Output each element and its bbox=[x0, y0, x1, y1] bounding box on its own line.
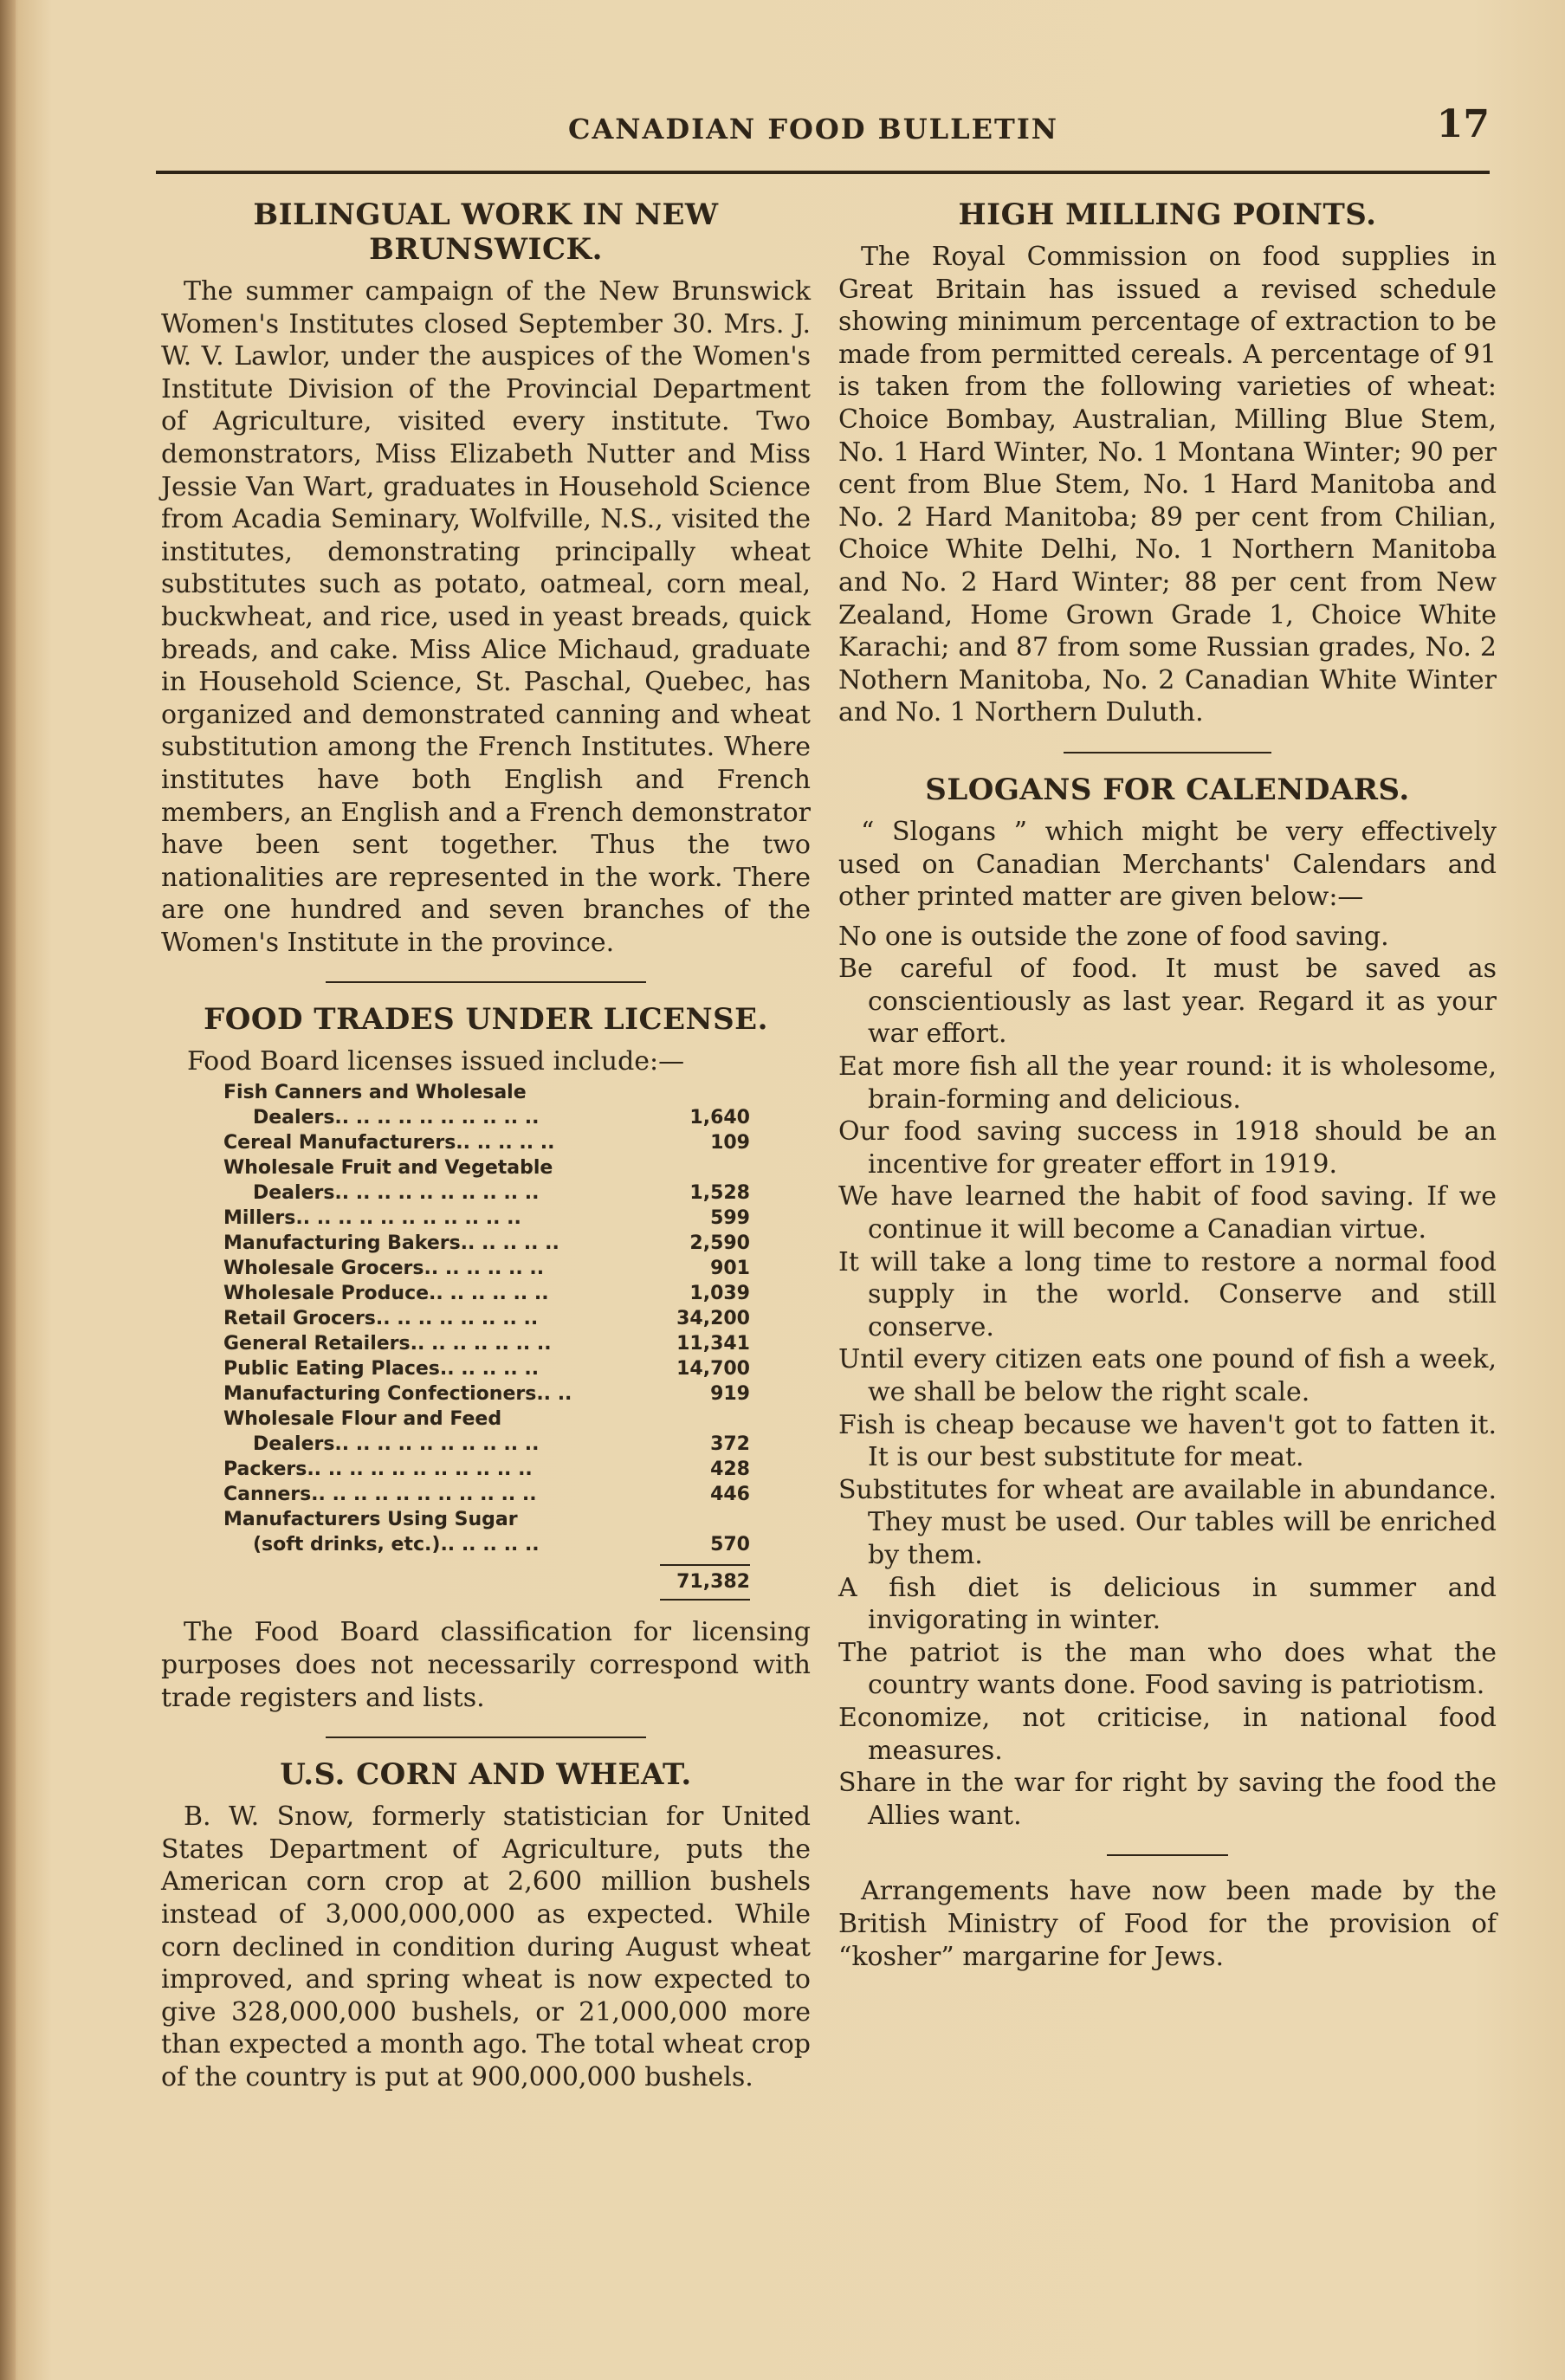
row-label: Retail Grocers.. .. .. .. .. .. .. .. bbox=[223, 1308, 539, 1330]
row-value: 109 bbox=[710, 1132, 750, 1154]
row-value: 1,528 bbox=[689, 1182, 750, 1205]
table-row bbox=[223, 1432, 750, 1457]
table-row bbox=[223, 1180, 750, 1206]
article-body: B. W. Snow, formerly statistician for United States Department of Agriculture, puts the American corn crop at 2,600 million bushels instead of 3,000,000,000 as expected. While corn declined in condition during August wheat improved, and spring wheat is now expected to give 328,000,000 bushels, or 21,000,000 more than expected a month ago. The total wheat crop of the country is put at 900,000,000 bushels. bbox=[161, 1801, 811, 2092]
article-kosher-margarine bbox=[838, 1875, 1497, 1973]
table-row-heading: Manufacturers Using Sugar bbox=[223, 1509, 518, 1531]
list-item: We have learned the habit of food saving. If we continue it will become a Canadian virtue. bbox=[838, 1181, 1497, 1245]
article-title: HIGH MILLING POINTS. bbox=[958, 197, 1377, 232]
list-item: Be careful of food. It must be saved as conscientiously as last year. Regard it as your war effort. bbox=[838, 954, 1497, 1050]
row-label: Manufacturing Confectioners.. .. bbox=[223, 1383, 572, 1406]
list-item: The patriot is the man who does what the country wants done. Food saving is patriotism. bbox=[838, 1637, 1497, 1701]
article-body: The Royal Commission on food supplies in Great Britain has issued a revised schedule showing minimum percentage of extraction to be made from permitted cereals. A percentage of 91 is taken from the following varieties of wheat: Choice Bombay, Australian, Milling Blue Stem, No. 1 Hard Winter, No. 1 Montana Winter; 90 per cent from Blue Stem, No. 1 Hard Manitoba and No. 2 Hard Manitoba; 89 per cent from Chilian, Choice White Delhi, No. 1 Northern Manitoba and No. 2 Hard Winter; 88 per cent from New Zealand, Home Grown Grade 1, Choice White Karachi; and 87 from some Russian grades, No. 2 Nothern Manitoba, No. 2 Canadian White Winter and No. 1 Northern Duluth. bbox=[838, 242, 1497, 728]
table-row bbox=[223, 1105, 750, 1130]
row-value: 919 bbox=[710, 1383, 750, 1406]
article-body: The summer campaign of the New Brunswick Women's Institutes closed September 30. Mrs. J. W. V. Lawlor, under the auspices of the Women's Institute Division of the Provincial Department of Agriculture, visited every institute. Two demonstrators, Miss Elizabeth Nutter and Miss Jessie Van Wart, graduates in Household Science from Acadia Seminary, Wolfville, N.S., visited the institutes, demonstrating principally wheat substitutes such as potato, oatmeal, corn meal, buckwheat, and rice, used in yeast breads, quick breads, and cake. Miss Alice Michaud, graduate in Household Science, St. Paschal, Quebec, has organized and demonstrated canning and wheat substitution among the French Institutes. Where institutes have both English and French members, an English and a French demonstrator have been sent together. Thus the two nationalities are represented in the work. There are one hundred and seven branches of the Women's Institute in the province. bbox=[161, 276, 811, 958]
list-item: Economize, not criticise, in national food measures. bbox=[838, 1702, 1497, 1766]
table-row bbox=[223, 1381, 750, 1407]
row-label: Wholesale Produce.. .. .. .. .. .. bbox=[223, 1283, 549, 1305]
row-label: Cereal Manufacturers.. .. .. .. .. bbox=[223, 1132, 555, 1154]
left-column bbox=[161, 197, 811, 2094]
row-label: Dealers.. .. .. .. .. .. .. .. .. .. bbox=[253, 1433, 540, 1456]
row-label: Wholesale Grocers.. .. .. .. .. .. bbox=[223, 1258, 545, 1280]
row-value: 2,590 bbox=[689, 1232, 750, 1255]
list-item: Substitutes for wheat are available in abundance. They must be used. Our tables will be enriched by them. bbox=[838, 1474, 1497, 1570]
table-row-heading: Wholesale Fruit and Vegetable bbox=[223, 1157, 553, 1180]
slogans-list bbox=[838, 921, 1497, 1833]
list-item: Eat more fish all the year round: it is wholesome, brain-forming and delicious. bbox=[838, 1051, 1497, 1115]
book-spine-shadow bbox=[0, 0, 16, 2380]
row-label: Millers.. .. .. .. .. .. .. .. .. .. .. bbox=[223, 1207, 521, 1230]
table-row bbox=[223, 1356, 750, 1381]
article-food-trades-license bbox=[161, 1002, 811, 1714]
page-number: 17 bbox=[1436, 102, 1490, 146]
row-value: 446 bbox=[710, 1484, 750, 1506]
total-underline bbox=[660, 1599, 750, 1601]
row-label: (soft drinks, etc.).. .. .. .. .. bbox=[253, 1534, 540, 1556]
list-item: Share in the war for right by saving the food the Allies want. bbox=[838, 1768, 1497, 1831]
row-value: 1,039 bbox=[689, 1283, 750, 1305]
section-divider bbox=[326, 1736, 646, 1738]
article-corn-wheat bbox=[161, 1757, 811, 2093]
list-item: Fish is cheap because we haven't got to fatten it. It is our best substitute for meat. bbox=[838, 1409, 1497, 1473]
section-divider bbox=[1064, 752, 1271, 753]
article-body: Arrangements have now been made by the British Ministry of Food for the provision of “kosher” margarine for Jews. bbox=[838, 1876, 1497, 1972]
licenses-intro: Food Board licenses issued include:— bbox=[187, 1046, 685, 1077]
row-value: 14,700 bbox=[676, 1358, 750, 1381]
slogans-intro: “ Slogans ” which might be very effectively used on Canadian Merchants' Calendars and other printed matter are given below:— bbox=[838, 816, 1497, 913]
row-label: Manufacturing Bakers.. .. .. .. .. bbox=[223, 1232, 559, 1255]
article-title: U.S. CORN AND WHEAT. bbox=[280, 1757, 692, 1793]
row-value: 1,640 bbox=[689, 1107, 750, 1129]
row-value: 570 bbox=[710, 1534, 750, 1556]
list-item: No one is outside the zone of food saving. bbox=[838, 921, 1389, 952]
table-row bbox=[223, 1331, 750, 1356]
article-title: FOOD TRADES UNDER LICENSE. bbox=[204, 1002, 768, 1038]
article-high-milling bbox=[838, 197, 1497, 729]
licenses-note: The Food Board classification for licensing purposes does not necessarily correspond with trade registers and lists. bbox=[161, 1617, 811, 1713]
row-label: General Retailers.. .. .. .. .. .. .. bbox=[223, 1333, 552, 1355]
list-item: Our food saving success in 1918 should be an incentive for greater effort in 1919. bbox=[838, 1116, 1497, 1180]
licenses-table bbox=[223, 1080, 750, 1601]
row-label: Canners.. .. .. .. .. .. .. .. .. .. .. bbox=[223, 1484, 537, 1506]
right-column bbox=[838, 197, 1497, 1973]
row-value: 34,200 bbox=[676, 1308, 750, 1330]
row-value: 11,341 bbox=[676, 1333, 750, 1355]
row-value: 372 bbox=[710, 1433, 750, 1456]
row-value: 599 bbox=[710, 1207, 750, 1230]
table-row bbox=[223, 1532, 750, 1557]
article-slogans bbox=[838, 773, 1497, 1832]
article-bilingual-work bbox=[161, 197, 811, 959]
row-label: Dealers.. .. .. .. .. .. .. .. .. .. bbox=[253, 1107, 540, 1129]
row-value: 901 bbox=[710, 1258, 750, 1280]
table-row-heading: Fish Canners and Wholesale bbox=[223, 1082, 527, 1104]
page-header bbox=[156, 102, 1490, 154]
list-item: Until every citizen eats one pound of fish a week, we shall be below the right scale. bbox=[838, 1344, 1497, 1407]
table-row bbox=[223, 1206, 750, 1231]
section-divider bbox=[1107, 1854, 1228, 1856]
row-label: Public Eating Places.. .. .. .. .. bbox=[223, 1358, 540, 1381]
total-row bbox=[223, 1564, 750, 1595]
header-rule bbox=[156, 171, 1490, 174]
table-row bbox=[223, 1231, 750, 1256]
table-row bbox=[223, 1130, 750, 1155]
list-item: A fish diet is delicious in summer and invigorating in winter. bbox=[838, 1572, 1497, 1636]
table-row bbox=[223, 1256, 750, 1281]
table-row bbox=[223, 1457, 750, 1482]
article-title: BILINGUAL WORK IN NEW BRUNSWICK. bbox=[253, 197, 719, 267]
row-label: Dealers.. .. .. .. .. .. .. .. .. .. bbox=[253, 1182, 540, 1205]
article-title: SLOGANS FOR CALENDARS. bbox=[925, 772, 1410, 807]
row-label: Packers.. .. .. .. .. .. .. .. .. .. .. bbox=[223, 1458, 533, 1481]
licenses-total: 71,382 bbox=[660, 1564, 750, 1595]
table-row bbox=[223, 1306, 750, 1331]
table-row-heading: Wholesale Flour and Feed bbox=[223, 1408, 502, 1431]
table-row bbox=[223, 1482, 750, 1507]
running-title: CANADIAN FOOD BULLETIN bbox=[568, 113, 1059, 146]
table-row bbox=[223, 1281, 750, 1306]
section-divider bbox=[326, 981, 646, 983]
row-value: 428 bbox=[710, 1458, 750, 1481]
list-item: It will take a long time to restore a normal food supply in the world. Conserve and still conserve. bbox=[838, 1246, 1497, 1342]
